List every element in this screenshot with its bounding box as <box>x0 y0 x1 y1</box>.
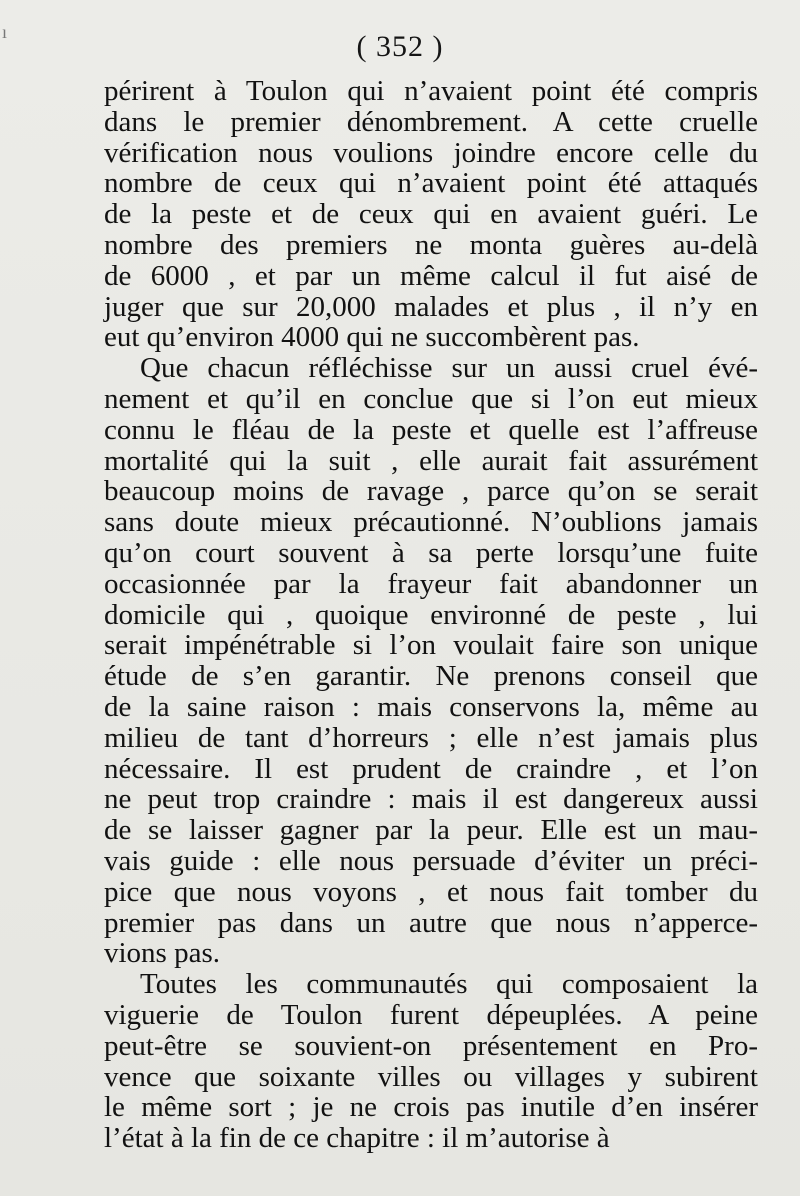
text-line: Toutes les communautés qui composaient la <box>140 968 758 1001</box>
text-line: milieu de tant d’horreurs ; elle n’est jamais plus <box>104 721 758 754</box>
text-line: vions pas. <box>104 937 220 970</box>
text-line: de se laisser gagner par la peur. Elle est un mau- <box>104 814 758 847</box>
text-line: beaucoup moins de ravage , parce qu’on se serait <box>104 475 758 508</box>
text-line: sans doute mieux précautionné. N’oublions jamais <box>104 506 758 539</box>
text-line: mortalité qui la suit , elle aurait fait assurément <box>104 444 758 477</box>
paragraph <box>104 969 758 1154</box>
text-line: périrent à Toulon qui n’avaient point été compris <box>104 75 758 107</box>
text-line: nement et qu’il en conclue que si l’on eut mieux <box>104 382 758 415</box>
text-line: nombre de ceux qui n’avaient point été attaqués <box>104 167 758 200</box>
text-line: l’état à la fin de ce chapitre : il m’autorise à <box>104 1122 610 1155</box>
text-line: qu’on court souvent à sa perte lorsqu’une fuite <box>104 536 758 569</box>
paragraph <box>104 353 758 969</box>
text-line: juger que sur 20,000 malades et plus , il n’y en <box>104 290 758 323</box>
text-line: de la saine raison : mais conservons la, même au <box>104 690 758 723</box>
text-line: nombre des premiers ne monta guères au-delà <box>104 228 758 261</box>
text-line: eut qu’environ 4000 qui ne succombèrent pas. <box>104 321 640 354</box>
text-line: Que chacun réfléchisse sur un aussi cruel évé- <box>140 352 758 385</box>
text-line: dans le premier dénombrement. A cette cruelle <box>104 105 758 138</box>
text-line: de 6000 , et par un même calcul il fut aisé de <box>104 259 758 292</box>
text-line: vérification nous voulions joindre encore celle du <box>104 136 758 169</box>
text-line: étude de s’en garantir. Ne prenons conseil que <box>104 660 758 693</box>
margin-mark: ı <box>2 22 8 42</box>
text-line: vence que soixante villes ou villages y subirent <box>104 1060 758 1093</box>
text-line: viguerie de Toulon furent dépeuplées. A peine <box>104 998 758 1031</box>
text-line: premier pas dans un autre que nous n’apperce- <box>104 906 758 939</box>
text-line: serait impénétrable si l’on voulait faire son unique <box>104 629 758 662</box>
body-text <box>104 76 758 1154</box>
text-line: de la peste et de ceux qui en avaient guéri. Le <box>104 198 758 231</box>
text-line: le même sort ; je ne crois pas inutile d’en insérer <box>104 1091 758 1124</box>
text-line: vais guide : elle nous persuade d’éviter un préci- <box>104 844 758 877</box>
text-line: occasionnée par la frayeur fait abandonner un <box>104 567 758 600</box>
paragraph <box>104 76 758 353</box>
text-line: peut-être se souvient-on présentement en Pro- <box>104 1029 758 1062</box>
text-line: connu le fléau de la peste et quelle est l’affreuse <box>104 413 758 446</box>
text-line: pice que nous voyons , et nous fait tomber du <box>104 875 758 908</box>
text-line: domicile qui , quoique environné de peste , lui <box>104 598 758 631</box>
text-line: ne peut trop craindre : mais il est dangereux aussi <box>104 783 758 816</box>
page-number: ( 352 ) <box>356 30 444 63</box>
text-line: nécessaire. Il est prudent de craindre , et l’on <box>104 752 758 785</box>
